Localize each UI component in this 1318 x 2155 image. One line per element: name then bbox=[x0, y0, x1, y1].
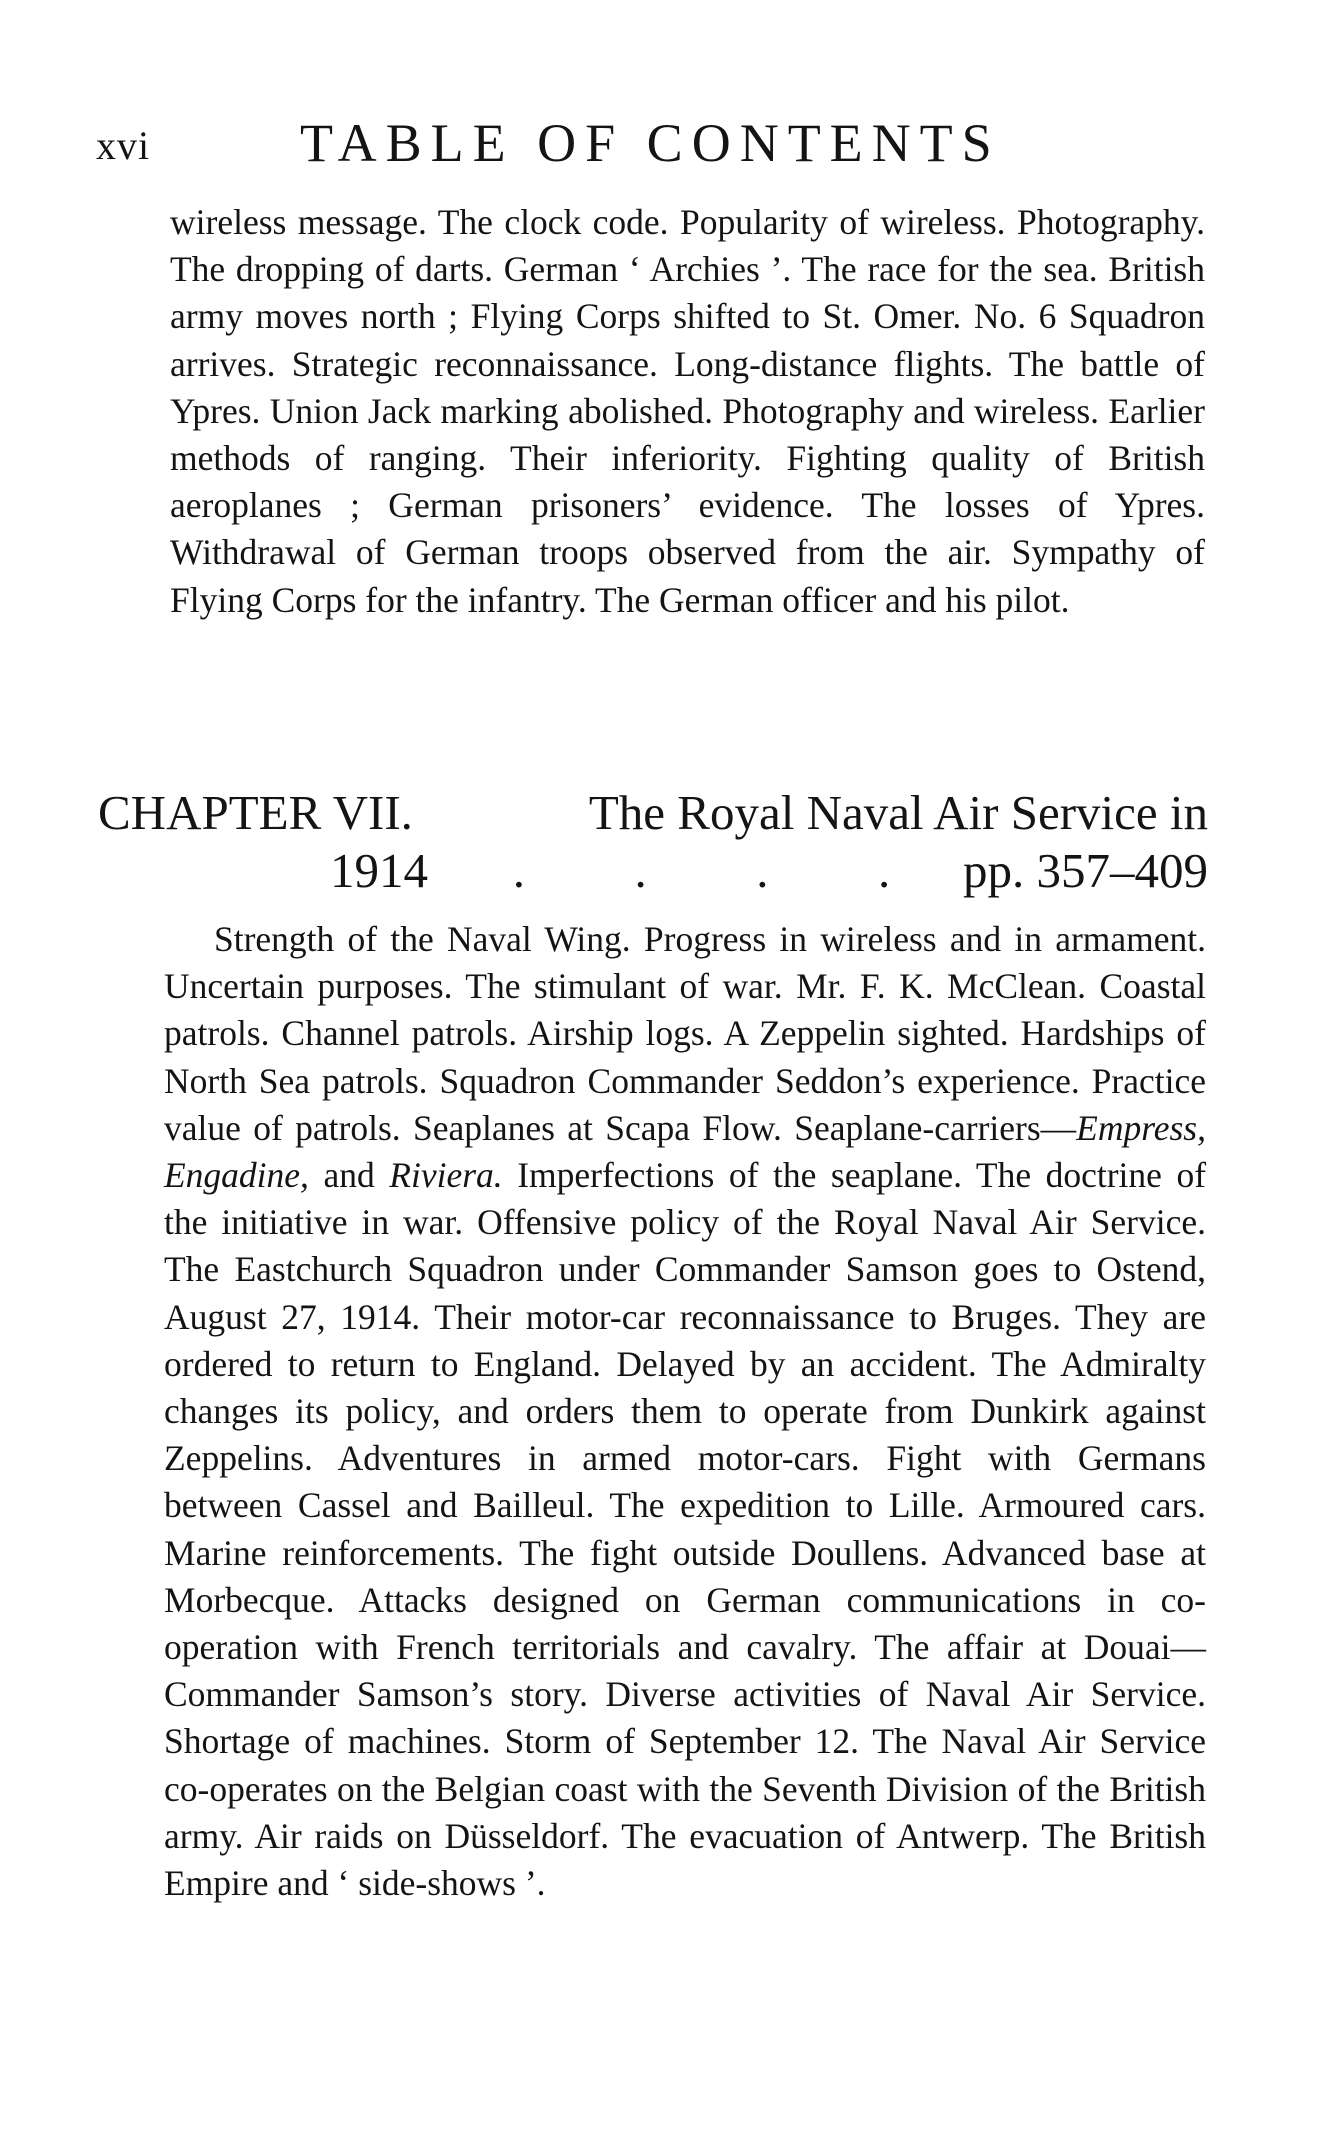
ship-name-engadine: Engadine, bbox=[164, 1155, 309, 1196]
chapter-heading bbox=[98, 784, 1208, 900]
running-head bbox=[96, 112, 1206, 182]
running-title: TABLE OF CONTENTS bbox=[300, 113, 1001, 173]
dot-leader: . . . . bbox=[512, 843, 891, 898]
chapter-page-range: pp. 357–409 bbox=[963, 843, 1208, 898]
summary-conjunction: and bbox=[323, 1155, 375, 1196]
previous-chapter-summary: wireless message. The clock code. Popularity of wireless. Photography. The dropping of darts. German ‘ Archies ’. The race for the sea. British army moves north ; Flying Corps shifted to St. Omer. No. 6 Squadron arrives. Strategic reconnaissance. Long-distance flights. The battle of Ypres. Union Jack marking abolished. Photography and wireless. Earlier methods of ranging. Their inferiority. Fighting quality of British aeroplanes ; German prisoners’ evidence. The losses of Ypres. Withdrawal of German troops observed from the air. Sympathy of Flying Corps for the infantry. The German officer and his pilot. bbox=[170, 202, 1205, 620]
summary-text-part-2: Imperfections of the seaplane. The doctrine of the initiative in war. Offensive policy of the Royal Naval Air Service. The Eastchurch Squadron under Commander Samson goes to Ostend, August 27, 1914. Their motor-car reconnaissance to Bruges. They are ordered to return to England. Delayed by an accident. The Admiralty changes its policy, and orders them to operate from Dunkirk against Zeppelins. Adventures in armed motor-cars. Fight with Germans between Cassel and Bailleul. The expedition to Lille. Armoured cars. Marine reinforcements. The fight outside Doullens. Advanced base at Morbecque. Attacks designed on German communications in co-operation with French territorials and cavalry. The affair at Douai—Commander Samson’s story. Diverse activities of Naval Air Service. Shortage of machines. Storm of September 12. The Naval Air Service co-operates on the Belgian coast with the Seventh Division of the British army. Air raids on Düsseldorf. The evacuation of Antwerp. The British Empire and ‘ side-shows ’. bbox=[164, 1155, 1207, 1904]
chapter-heading-line-2 bbox=[330, 842, 1208, 900]
chapter-title: The Royal Naval Air Service in bbox=[588, 785, 1208, 840]
chapter-label: CHAPTER VII. bbox=[98, 785, 413, 840]
page-number: xvi bbox=[96, 123, 151, 168]
ship-name-riviera: Riviera. bbox=[389, 1155, 503, 1196]
chapter-heading-line bbox=[98, 784, 1208, 842]
chapter-summary bbox=[164, 916, 1206, 1907]
chapter-year: 1914 bbox=[330, 843, 428, 898]
summary-text-part-1: Strength of the Naval Wing. Progress in wireless and in armament. Uncertain purposes. The stimulant of war. Mr. F. K. McClean. Coastal patrols. Channel patrols. Airship logs. A Zeppelin sighted. Hardships of North Sea patrols. Squadron Commander Seddon’s experience. Practice value of patrols. Seaplanes at Scapa Flow. Seaplane-carriers— bbox=[164, 919, 1206, 1148]
ship-name-empress: Empress, bbox=[1076, 1107, 1206, 1148]
